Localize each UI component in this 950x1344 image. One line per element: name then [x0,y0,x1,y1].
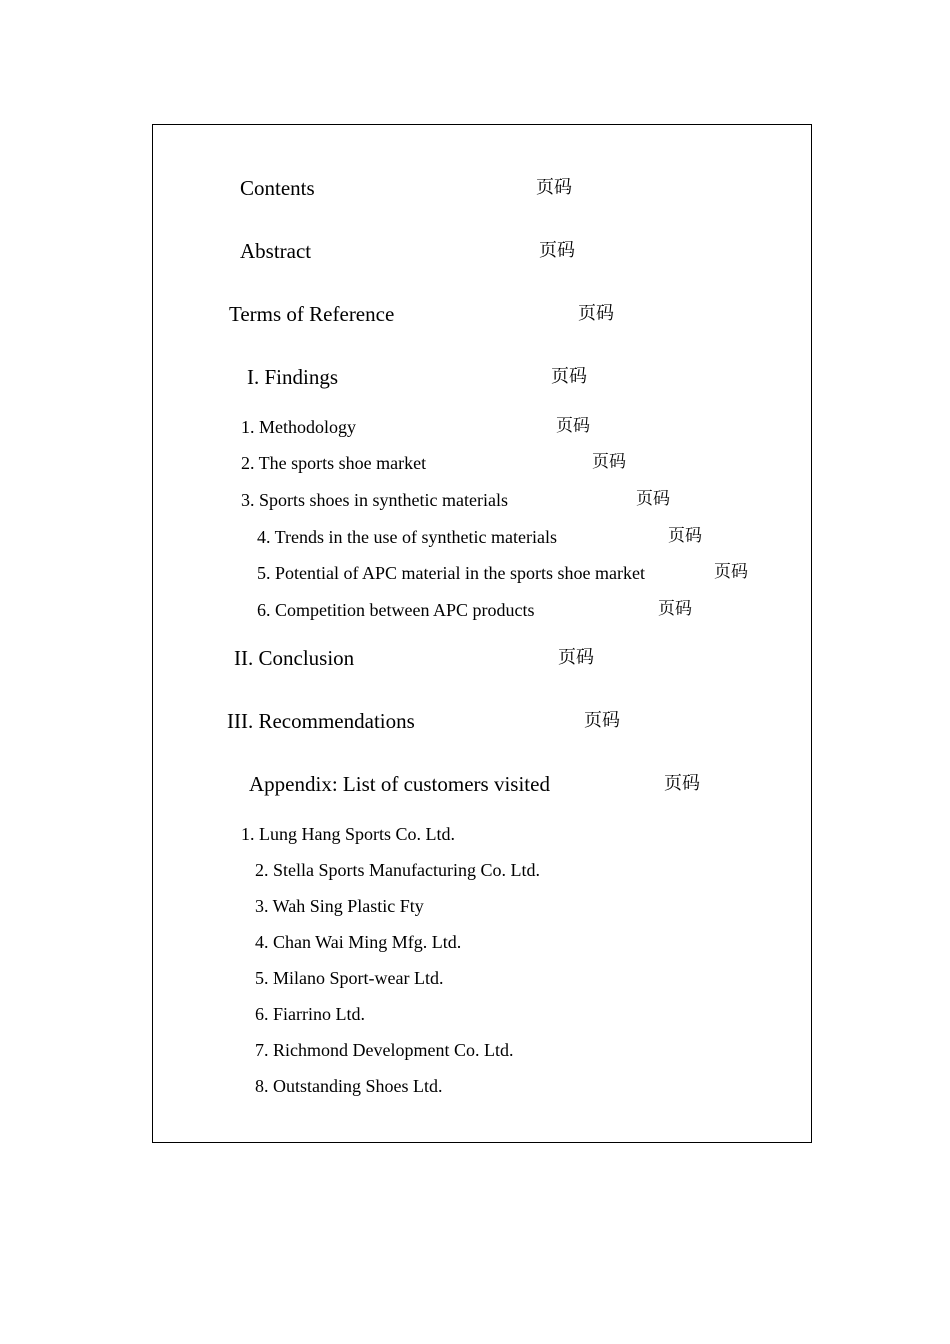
customer-list-item: 1. Lung Hang Sports Co. Ltd. [241,824,455,844]
toc-findings-item-label: 1. Methodology [241,417,356,437]
customer-list-item: 4. Chan Wai Ming Mfg. Ltd. [255,932,462,952]
toc-findings-item-page: 页码 [592,452,626,472]
customer-list-item: 7. Richmond Development Co. Ltd. [255,1040,514,1060]
toc-appendix-page: 页码 [664,773,700,794]
toc-findings-item-label: 6. Competition between APC products [257,600,535,620]
toc-contents-label: Contents [240,176,315,200]
toc-findings-item-page: 页码 [658,599,692,619]
toc-findings-item-page: 页码 [556,416,590,436]
customer-list-item: 8. Outstanding Shoes Ltd. [255,1076,443,1096]
toc-findings-item-page: 页码 [636,489,670,509]
toc-findings-item-label: 5. Potential of APC material in the sports shoe market [257,563,645,583]
toc-recommendations-label: III. Recommendations [227,709,415,733]
toc-findings-item-label: 3. Sports shoes in synthetic materials [241,490,508,510]
toc-findings-label: I. Findings [247,365,339,389]
toc-abstract-page: 页码 [539,240,575,261]
customer-list-item: 2. Stella Sports Manufacturing Co. Ltd. [255,860,540,880]
toc-findings-item-page: 页码 [714,562,748,582]
toc-contents-page: 页码 [536,177,572,198]
toc-findings-item-label: 2. The sports shoe market [241,453,427,473]
toc-findings-item-page: 页码 [668,526,702,546]
toc-recommendations-page: 页码 [584,710,620,731]
toc-appendix-label: Appendix: List of customers visited [249,772,550,796]
customer-list-item: 3. Wah Sing Plastic Fty [255,896,424,916]
customer-list-item: 5. Milano Sport-wear Ltd. [255,968,444,988]
toc-findings-item-label: 4. Trends in the use of synthetic materials [257,527,557,547]
contents-frame [152,124,812,1143]
toc-conclusion-page: 页码 [558,647,594,668]
toc-terms-page: 页码 [578,303,614,324]
customer-list-item: 6. Fiarrino Ltd. [255,1004,365,1024]
toc-terms-label: Terms of Reference [229,302,395,326]
toc-conclusion-label: II. Conclusion [234,646,355,670]
toc-findings-page: 页码 [551,366,587,387]
toc-abstract-label: Abstract [240,239,312,263]
